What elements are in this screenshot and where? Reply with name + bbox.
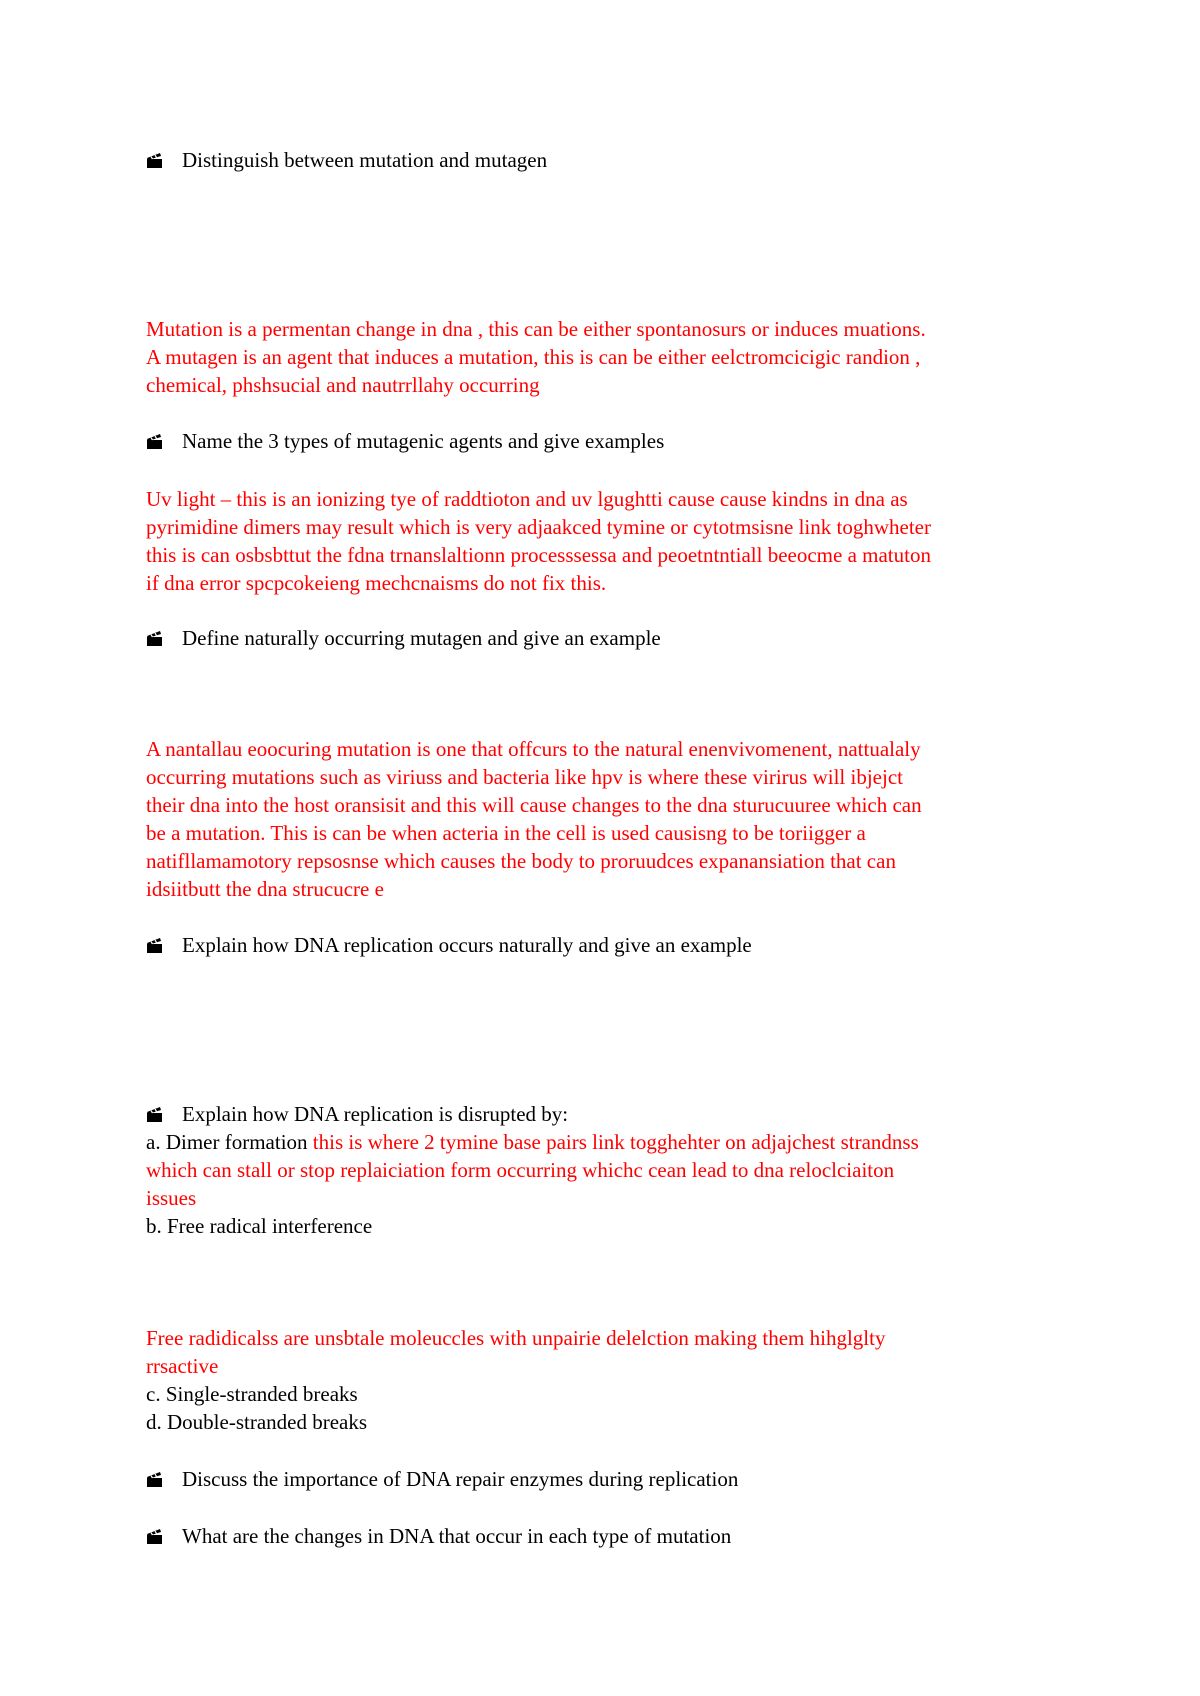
- question-5b-answer-line: Free radidicalss are unsbtale moleuccles with unpairie delelction making them hihglglty: [146, 1326, 886, 1350]
- question-7-text: What are the changes in DNA that occur in each type of mutation: [182, 1524, 732, 1548]
- clapperboard-icon: [146, 151, 164, 169]
- question-1-text: Distinguish between mutation and mutagen: [182, 148, 548, 172]
- answer-1: [146, 315, 926, 399]
- question-5a-label: a. Dimer formation: [146, 1130, 308, 1154]
- answer-3-line: idsiitbutt the dna strucucre e: [146, 877, 384, 901]
- question-5a-answer-line: this is where 2 tymine base pairs link togghehter on adjajchest strandnss: [312, 1130, 919, 1154]
- question-5a-answer-line: issues: [146, 1186, 197, 1210]
- answer-3-line: natifllamamotory repsosnse which causes the body to proruudces expanansiation that can: [146, 849, 896, 873]
- answer-1-line: Mutation is a permentan change in dna , this can be either spontanosurs or induces muations.: [146, 317, 926, 341]
- answer-3-line: occurring mutations such as viriuss and bacteria like hpv is where these virirus will ibjejct: [146, 765, 903, 789]
- question-5d-label: d. Double-stranded breaks: [146, 1410, 368, 1434]
- clapperboard-icon: [146, 1470, 164, 1488]
- question-5a: [146, 1128, 919, 1240]
- question-5c-label: c. Single-stranded breaks: [146, 1382, 358, 1406]
- answer-2-line: if dna error spcpcokeieng mechcnaisms do not fix this.: [146, 571, 607, 595]
- answer-3-line: their dna into the host oransisit and this will cause changes to the dna sturucuuree which can: [146, 793, 922, 817]
- answer-2-line: pyrimidine dimers may result which is very adjaakced tymine or cytotmsisne link toghwheter: [146, 515, 931, 539]
- question-5b-answer: [146, 1324, 885, 1436]
- clapperboard-icon: [146, 629, 164, 647]
- question-2-text: Name the 3 types of mutagenic agents and give examples: [182, 429, 665, 453]
- clapperboard-icon: [146, 1527, 164, 1545]
- answer-1-line: A mutagen is an agent that induces a mutation, this is can be either eelctromcicigic randion ,: [146, 345, 921, 369]
- question-6-text: Discuss the importance of DNA repair enzymes during replication: [182, 1467, 739, 1491]
- question-5a-answer-line: which can stall or stop replaiciation form occurring whichc cean lead to dna reloclciaiton: [146, 1158, 895, 1182]
- answer-2-line: this is can osbsbttut the fdna trnanslaltionn processsessa and peoetntntiall beeocme a matuton: [146, 543, 931, 567]
- answer-2: [146, 485, 931, 597]
- question-5a-first-line: [146, 1128, 919, 1156]
- clapperboard-icon: [146, 432, 164, 450]
- question-4-text: Explain how DNA replication occurs naturally and give an example: [182, 933, 752, 957]
- question-5b-answer-line: rrsactive: [146, 1354, 219, 1378]
- question-3-text: Define naturally occurring mutagen and give an example: [182, 626, 661, 650]
- answer-3: [146, 735, 922, 903]
- answer-2-line: Uv light – this is an ionizing tye of raddtioton and uv lgughtti cause cause kindns in dna as: [146, 487, 908, 511]
- answer-3-line: be a mutation. This is can be when acteria in the cell is used causisng to be toriigger a: [146, 821, 866, 845]
- clapperboard-icon: [146, 1105, 164, 1123]
- clapperboard-icon: [146, 936, 164, 954]
- question-5b-label: b. Free radical interference: [146, 1214, 373, 1238]
- question-5-text: Explain how DNA replication is disrupted by:: [182, 1102, 569, 1126]
- answer-1-line: chemical, phshsucial and nautrrllahy occurring: [146, 373, 540, 397]
- answer-3-line: A nantallau eoocuring mutation is one that offcurs to the natural enenvivomenent, nattualaly: [146, 737, 921, 761]
